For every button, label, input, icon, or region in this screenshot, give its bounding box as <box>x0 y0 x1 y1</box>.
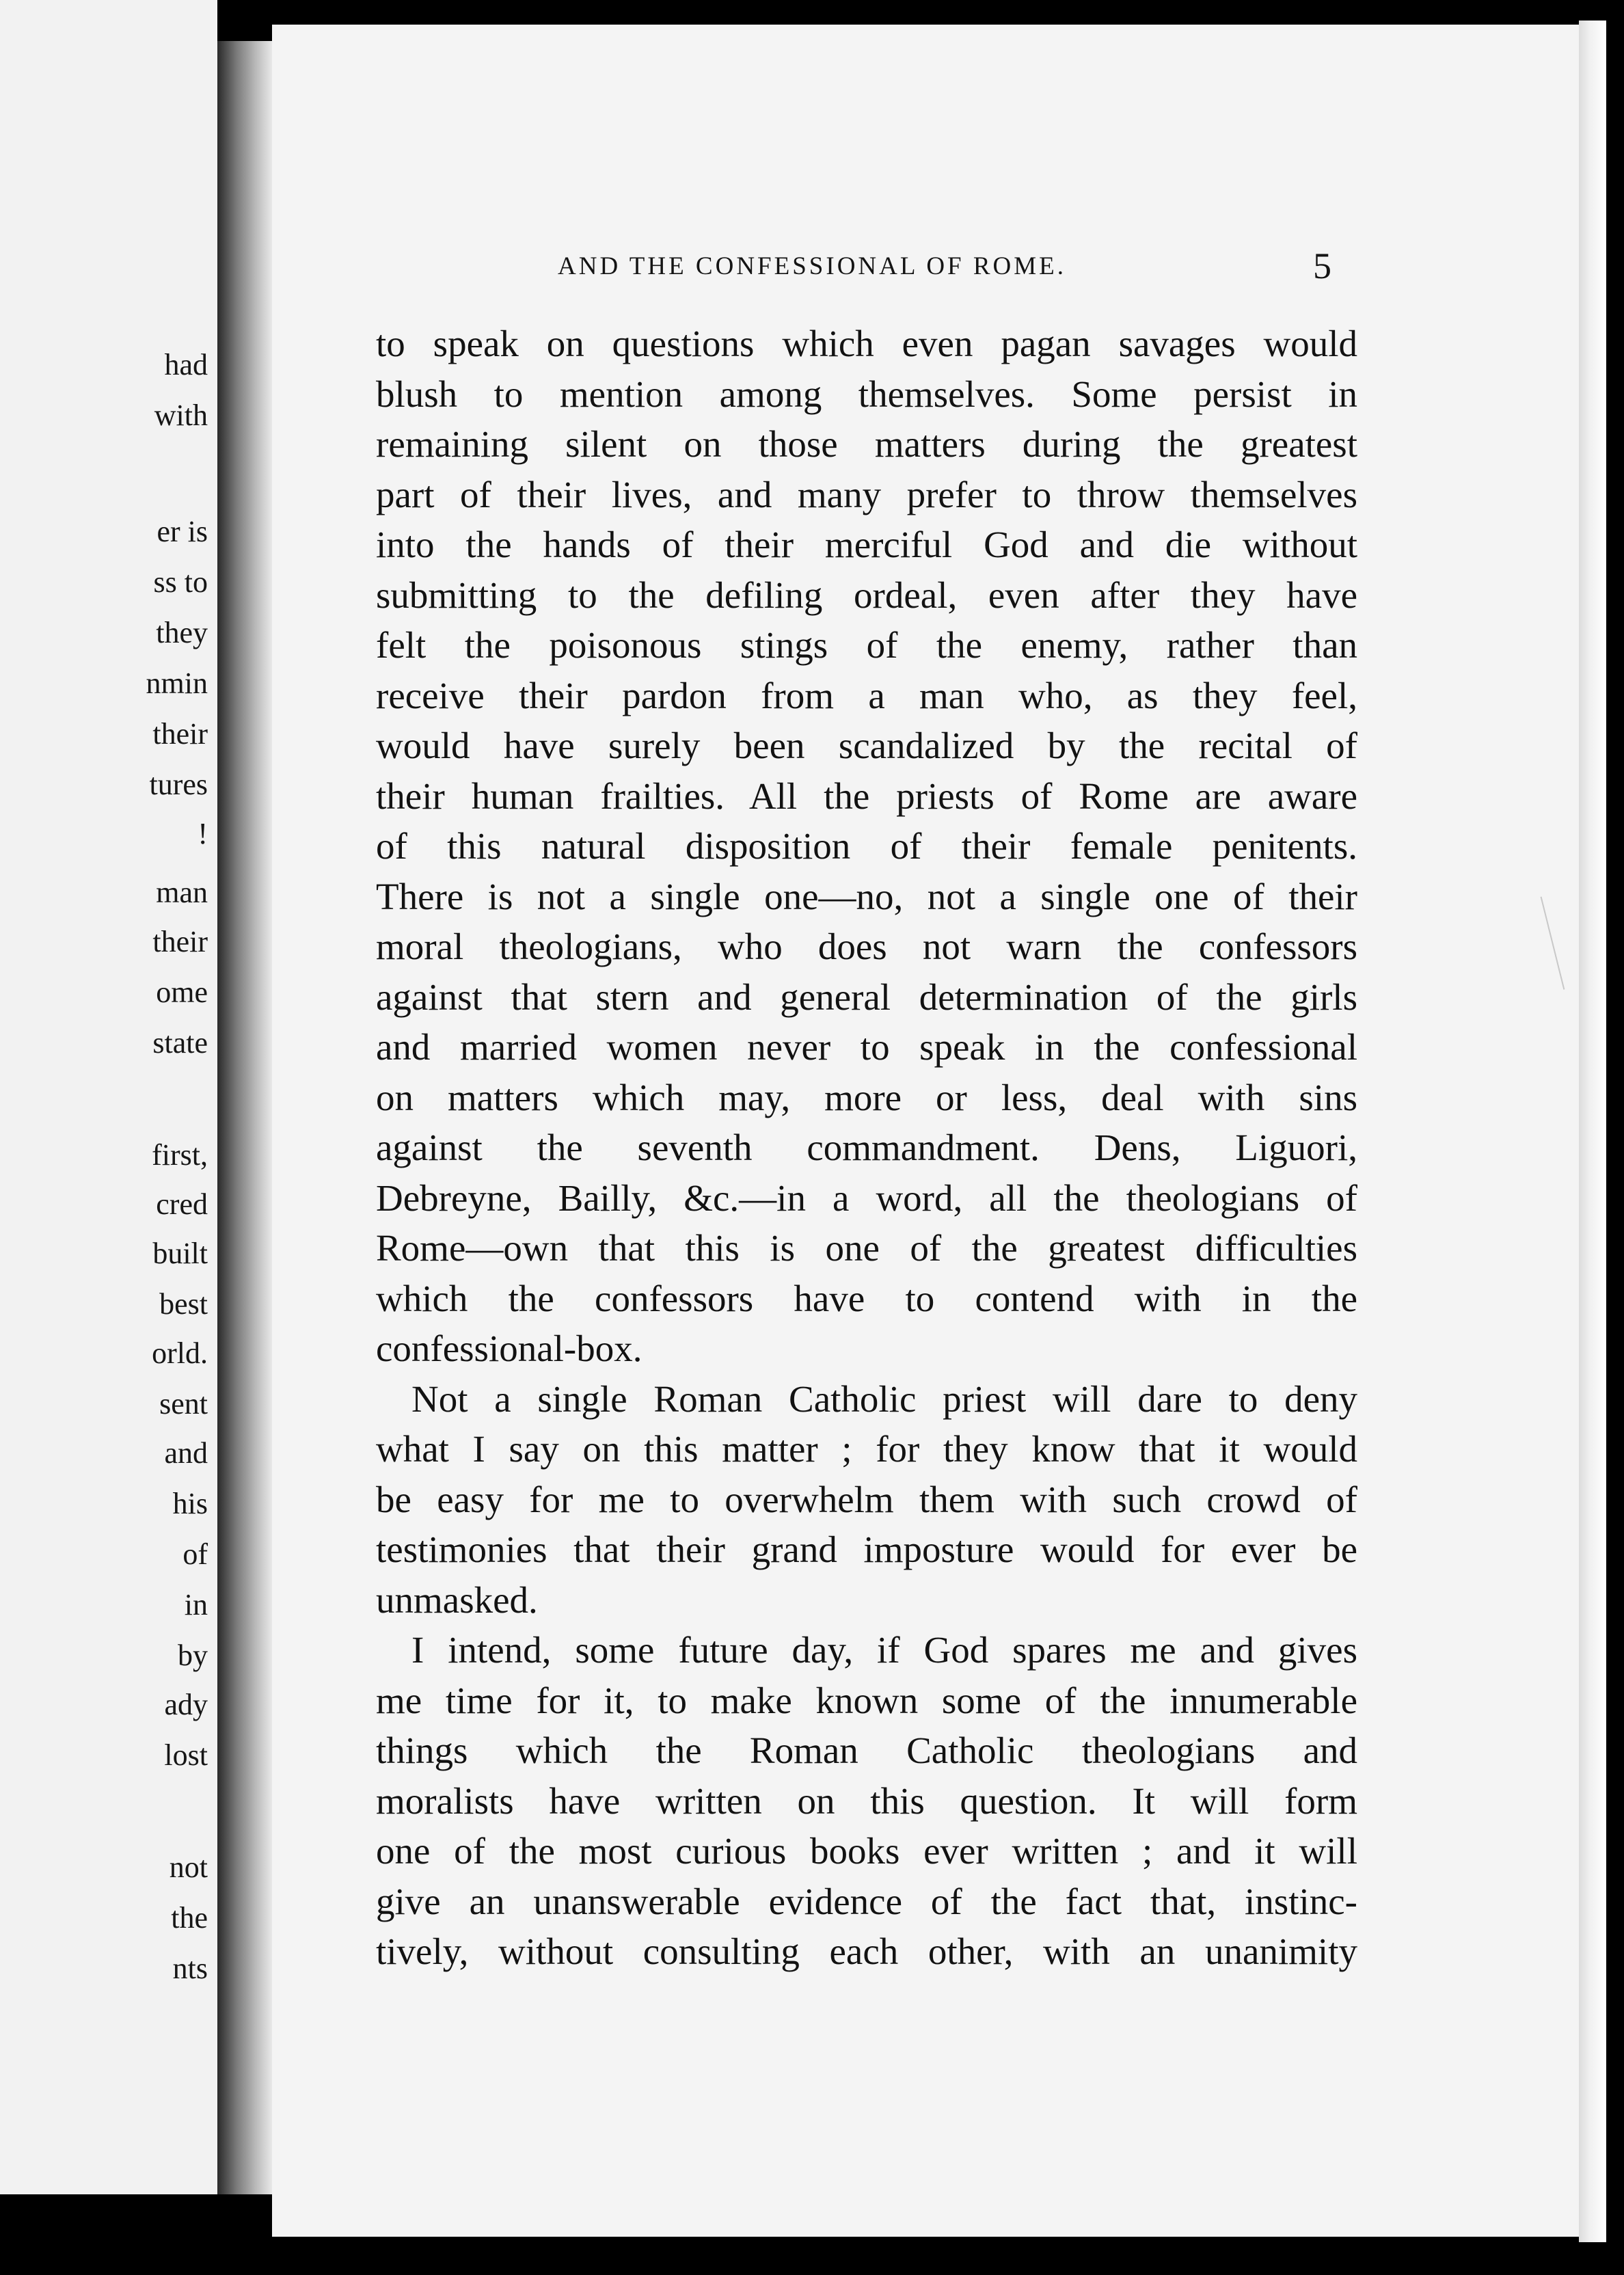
text-line: be easy for me to overwhelm them with such crowd of <box>376 1478 1357 1520</box>
text-line: to speak on questions which even pagan savages would <box>376 323 1357 364</box>
text-line: remaining silent on those matters during the greatest <box>376 423 1357 465</box>
text-line: confessional-box. <box>376 1328 642 1369</box>
text-line: give an unanswerable evidence of the fact that, instinc- <box>376 1880 1357 1922</box>
text-line: moral theologians, who does not warn the confessors <box>376 926 1357 967</box>
body-text <box>376 319 1357 1977</box>
text-line: on matters which may, more or less, deal with sins <box>376 1076 1357 1118</box>
text-line: one of the most curious books ever written ; and it will <box>376 1830 1357 1872</box>
facing-page-word: built <box>152 1237 208 1270</box>
facing-page-word: and <box>164 1436 208 1470</box>
text-line: I intend, some future day, if God spares me and gives <box>411 1629 1357 1671</box>
facing-page-word: lost <box>164 1738 208 1772</box>
text-line: and married women never to speak in the confessional <box>376 1026 1357 1068</box>
facing-page-word: state <box>152 1026 208 1060</box>
facing-page-word: first, <box>152 1138 208 1172</box>
page-edge <box>1579 21 1606 2242</box>
paragraph-3 <box>376 1625 1357 1977</box>
facing-page-word: sent <box>159 1387 208 1421</box>
paragraph-1 <box>376 319 1357 1374</box>
text-line: submitting to the defiling ordeal, even after they have <box>376 574 1357 616</box>
book-gutter-shadow <box>217 41 272 2194</box>
text-line: There is not a single one—no, not a single one of their <box>376 875 1357 917</box>
facing-page-word: ome <box>156 975 208 1009</box>
facing-page-word: their <box>152 925 208 958</box>
facing-page-word: by <box>178 1639 208 1672</box>
facing-page-word: cred <box>156 1187 208 1221</box>
facing-page-word: tures <box>149 768 208 801</box>
facing-page-word: the <box>171 1901 208 1935</box>
facing-page-word: of <box>182 1537 208 1571</box>
text-line: Rome—own that this is one of the greatest difficulties <box>376 1227 1357 1269</box>
text-line: me time for it, to make known some of the innumerable <box>376 1679 1357 1721</box>
text-line: moralists have written on this question. It will form <box>376 1779 1357 1822</box>
text-line: would have surely been scandalized by the recital of <box>376 725 1357 766</box>
text-line: felt the poisonous stings of the enemy, rather than <box>376 624 1357 666</box>
facing-page-word: nts <box>172 1952 208 1985</box>
running-title: AND THE CONFESSIONAL OF ROME. <box>558 252 1067 280</box>
facing-page-word: had <box>164 348 208 381</box>
text-line: of this natural disposition of their female penitents. <box>376 825 1357 867</box>
facing-page-word: they <box>156 616 208 649</box>
facing-page-word: orld. <box>152 1336 208 1370</box>
text-line: what I say on this matter ; for they know that it would <box>376 1428 1357 1470</box>
facing-page-word: his <box>172 1487 208 1520</box>
text-line: tively, without consulting each other, with an unanimity <box>376 1930 1357 1972</box>
text-line: Debreyne, Bailly, &c.—in a word, all the theologians of <box>376 1176 1357 1219</box>
facing-page-word: their <box>152 717 208 751</box>
page-number: 5 <box>1313 245 1331 286</box>
facing-page-word: best <box>159 1287 208 1321</box>
facing-page-word: er is <box>157 515 208 548</box>
text-line: unmasked. <box>376 1578 538 1621</box>
running-head <box>272 245 1579 291</box>
page-crease-mark <box>1541 891 1579 990</box>
facing-page-word: man <box>156 876 208 909</box>
text-line: testimonies that their grand imposture would for ever be <box>376 1529 1357 1570</box>
text-line: part of their lives, and many prefer to throw themselves <box>376 473 1357 515</box>
text-line: against the seventh commandment. Dens, Liguori, <box>376 1127 1357 1168</box>
text-line: Not a single Roman Catholic priest will dare to deny <box>411 1377 1357 1420</box>
book-page <box>272 25 1579 2237</box>
facing-page-word: ! <box>198 817 208 850</box>
text-line: blush to mention among themselves. Some persist in <box>376 373 1357 415</box>
facing-page-word: nmin <box>146 667 208 700</box>
facing-page-fragment <box>0 0 217 2194</box>
text-line: which the confessors have to contend with in the <box>376 1277 1357 1319</box>
facing-page-word: with <box>154 399 208 432</box>
facing-page-word: ss to <box>153 565 208 599</box>
text-line: their human frailties. All the priests of Rome are aware <box>376 775 1357 817</box>
facing-page-word: in <box>184 1588 208 1621</box>
text-line: against that stern and general determination of the girls <box>376 975 1357 1018</box>
paragraph-2 <box>376 1374 1357 1626</box>
text-line: receive their pardon from a man who, as they feel, <box>376 674 1357 716</box>
text-line: things which the Roman Catholic theologians and <box>376 1729 1357 1771</box>
facing-page-word: not <box>169 1850 208 1884</box>
facing-page-word: ady <box>164 1688 208 1721</box>
text-line: into the hands of their merciful God and die without <box>376 524 1357 565</box>
